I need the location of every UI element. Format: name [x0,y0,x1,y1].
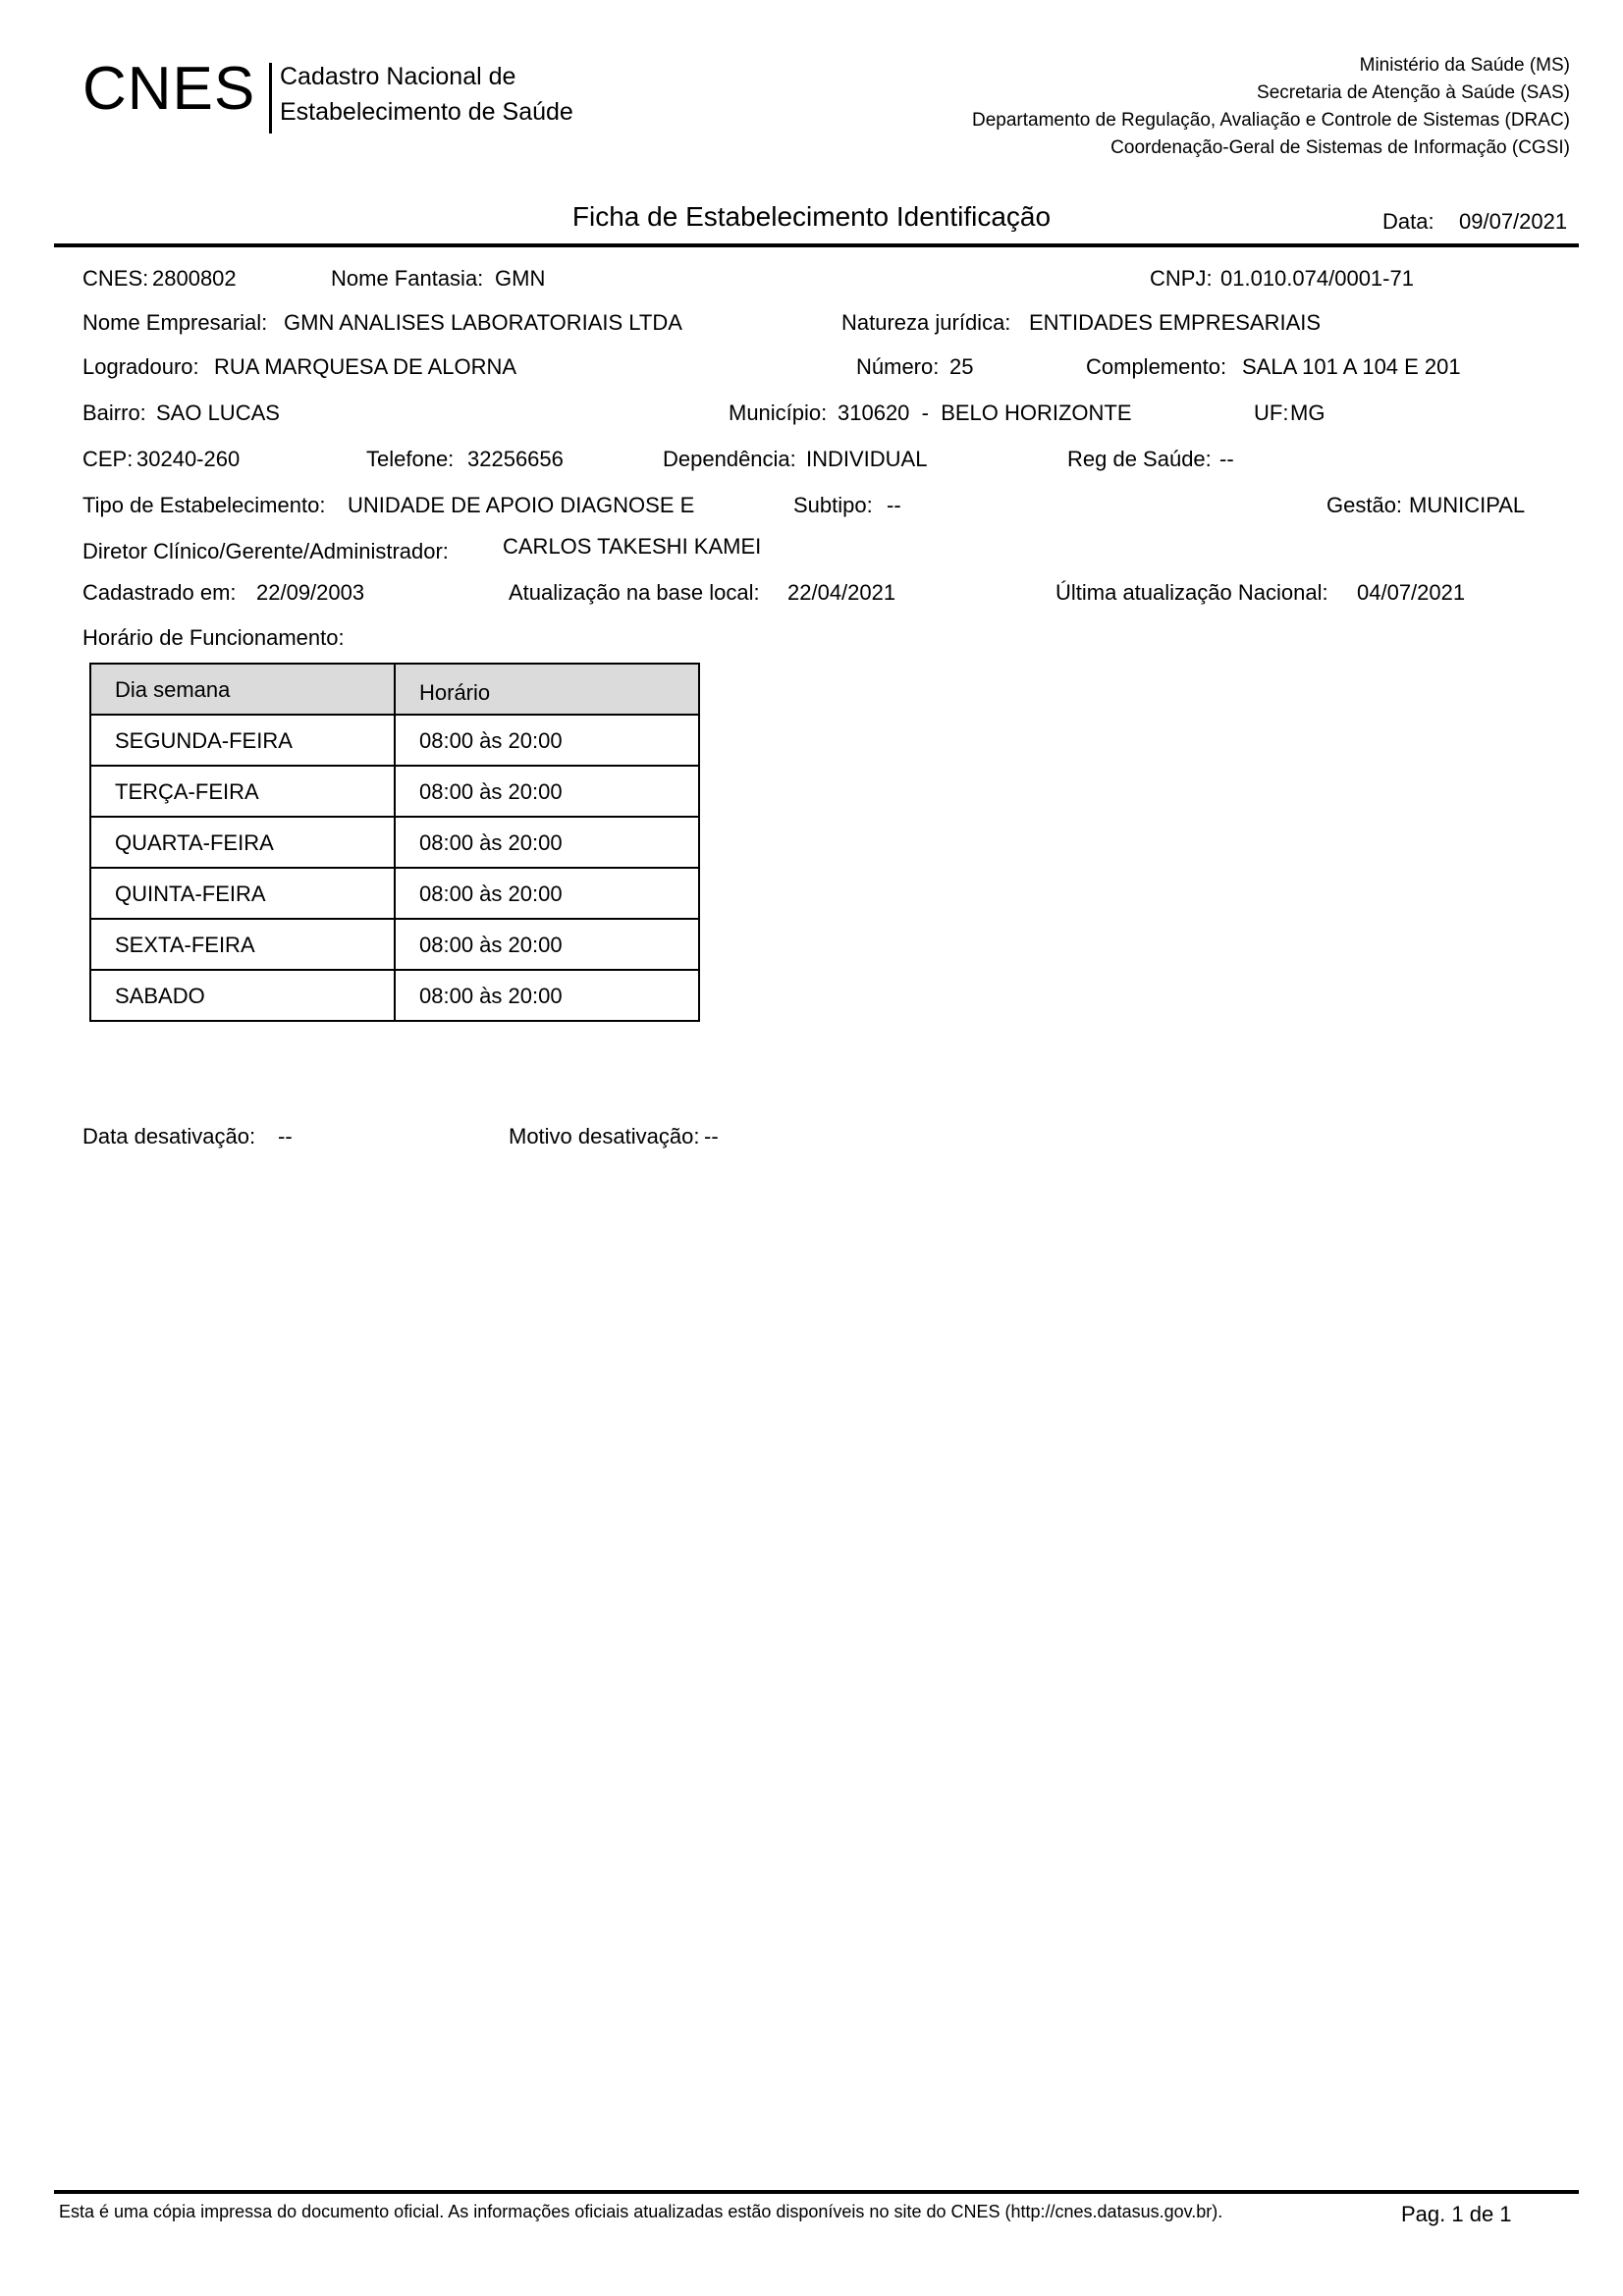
ministry-line-3: Departamento de Regulação, Avaliação e Controle de Sistemas (DRAC) [971,110,1570,131]
day-cell: SEGUNDA-FEIRA [90,715,395,766]
gestao-label: Gestão: [1326,493,1403,517]
atualizacao-nacional-label: Última atualização Nacional: [1055,580,1328,605]
table-row [90,817,699,868]
motivo-desativacao-label: Motivo desativação: [509,1124,700,1148]
table-row [90,766,699,817]
atualizacao-local-label: Atualização na base local: [509,580,760,605]
ministry-line-1: Ministério da Saúde (MS) [1359,55,1570,76]
cnes-value: 2800802 [152,266,237,291]
natureza-juridica-value: ENTIDADES EMPRESARIAIS [1029,310,1322,335]
municipio-label: Município: [729,400,828,425]
logradouro-label: Logradouro: [82,354,199,379]
data-desativacao-value: -- [278,1124,293,1148]
day-cell: SABADO [90,970,395,1021]
data-desativacao-label: Data desativação: [82,1124,256,1148]
hours-cell: 08:00 às 20:00 [395,766,699,817]
tipo-estabelecimento-label: Tipo de Estabelecimento: [82,493,326,517]
municipio-value: 310620 - BELO HORIZONTE [838,400,1132,425]
header-rule [54,243,1579,247]
motivo-desativacao-value: -- [704,1124,719,1148]
table-row [90,919,699,970]
horario-funcionamento-label: Horário de Funcionamento: [82,625,345,650]
telefone-value: 32256656 [467,447,564,471]
hours-table [89,663,700,1022]
footer-notice: Esta é uma cópia impressa do documento oficial. As informações oficiais atualizadas estão disponíveis no site do CNES (http://cnes.datasus.gov.br). [59,2202,1223,2221]
nome-empresarial-value: GMN ANALISES LABORATORIAIS LTDA [284,310,682,335]
table-row [90,970,699,1021]
bairro-value: SAO LUCAS [156,400,280,425]
numero-label: Número: [856,354,940,379]
column-header-dia-semana: Dia semana [90,664,395,715]
ministry-line-4: Coordenação-Geral de Sistemas de Informação (CGSI) [1110,137,1570,158]
day-cell: QUARTA-FEIRA [90,817,395,868]
dependencia-value: INDIVIDUAL [806,447,928,471]
dependencia-label: Dependência: [663,447,796,471]
nome-empresarial-label: Nome Empresarial: [82,310,268,335]
uf-value: MG [1290,400,1325,425]
atualizacao-nacional-value: 04/07/2021 [1357,580,1466,605]
table-row [90,715,699,766]
column-header-horario: Horário [395,664,699,715]
page-number: Pag. 1 de 1 [1401,2202,1512,2226]
complemento-label: Complemento: [1086,354,1227,379]
cnpj-label: CNPJ: [1150,266,1213,291]
reg-saude-label: Reg de Saúde: [1067,447,1212,471]
complemento-value: SALA 101 A 104 E 201 [1242,354,1461,379]
bairro-label: Bairro: [82,400,146,425]
table-row [90,868,699,919]
logo-divider [269,63,272,133]
day-cell: QUINTA-FEIRA [90,868,395,919]
diretor-label: Diretor Clínico/Gerente/Administrador: [82,539,449,563]
atualizacao-local-value: 22/04/2021 [787,580,896,605]
uf-label: UF: [1254,400,1289,425]
numero-value: 25 [949,354,974,379]
cnes-logo: CNES [82,55,256,123]
date-label: Data: [1382,209,1434,234]
logo-subtitle-line-2: Estabelecimento de Saúde [280,98,573,126]
hours-cell: 08:00 às 20:00 [395,715,699,766]
cep-label: CEP: [82,447,134,471]
reg-saude-value: -- [1219,447,1234,471]
hours-cell: 08:00 às 20:00 [395,919,699,970]
date-value: 09/07/2021 [1459,209,1568,234]
footer-rule [54,2190,1579,2194]
table-header-row [90,664,699,715]
cep-value: 30240-260 [136,447,241,471]
cadastrado-label: Cadastrado em: [82,580,237,605]
logradouro-value: RUA MARQUESA DE ALORNA [214,354,517,379]
subtipo-label: Subtipo: [793,493,873,517]
hours-cell: 08:00 às 20:00 [395,868,699,919]
subtipo-value: -- [887,493,901,517]
logo-subtitle-line-1: Cadastro Nacional de [280,63,516,90]
cnes-label: CNES: [82,266,149,291]
nome-fantasia-value: GMN [495,266,546,291]
nome-fantasia-label: Nome Fantasia: [331,266,484,291]
hours-cell: 08:00 às 20:00 [395,817,699,868]
page-title: Ficha de Estabelecimento Identificação [571,201,1052,232]
day-cell: TERÇA-FEIRA [90,766,395,817]
gestao-value: MUNICIPAL [1409,493,1526,517]
cadastrado-value: 22/09/2003 [256,580,365,605]
telefone-label: Telefone: [366,447,455,471]
ministry-line-2: Secretaria de Atenção à Saúde (SAS) [1257,82,1570,103]
hours-cell: 08:00 às 20:00 [395,970,699,1021]
natureza-juridica-label: Natureza jurídica: [841,310,1011,335]
day-cell: SEXTA-FEIRA [90,919,395,970]
cnpj-value: 01.010.074/0001-71 [1220,266,1414,291]
diretor-value: CARLOS TAKESHI KAMEI [503,534,762,559]
tipo-estabelecimento-value: UNIDADE DE APOIO DIAGNOSE E [348,493,695,517]
